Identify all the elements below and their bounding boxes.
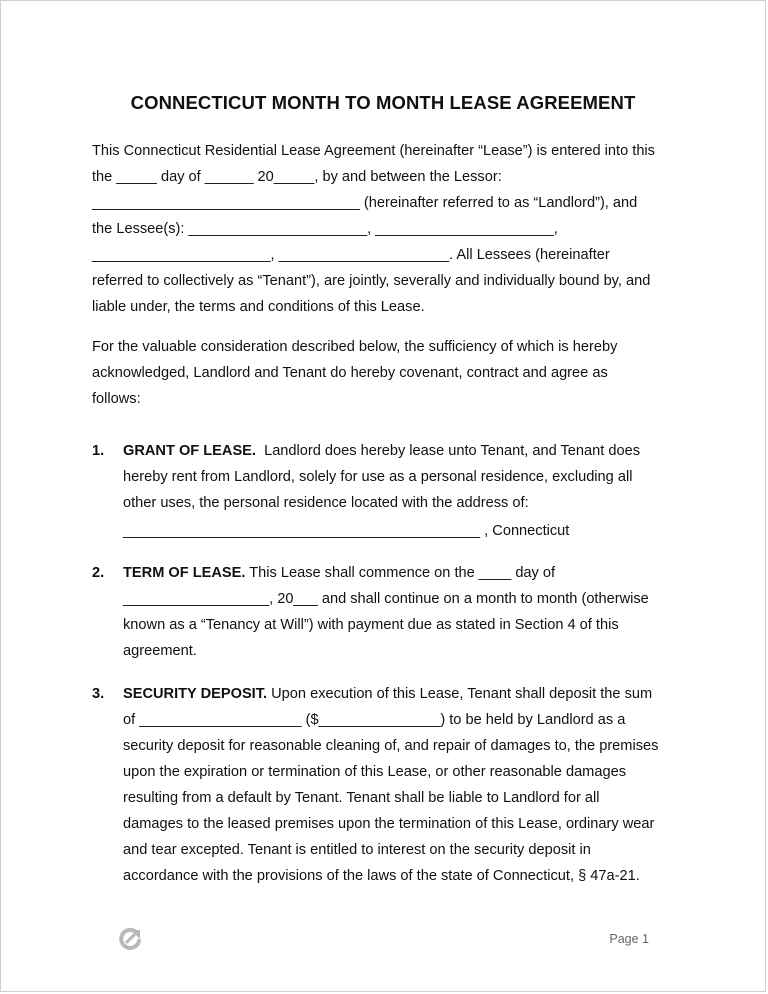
section-heading: TERM OF LEASE. (123, 565, 246, 581)
intro-line: _________________________________ (hereinafter referred to as “Landlord”), and (92, 195, 638, 211)
refresh-arrow-logo-icon (117, 925, 145, 953)
address-blank-line: ____________________________________________ , Connecticut (123, 523, 570, 539)
page-number: Page 1 (609, 932, 649, 946)
consideration-line: For the valuable consideration described below, the sufficiency of which is hereby (92, 339, 618, 355)
section-line: of ____________________ ($_______________) to be held by Landlord as a (123, 712, 626, 728)
section-line: __________________, 20___ and shall continue on a month to month (otherwise (123, 591, 649, 607)
section-first-line (123, 681, 683, 707)
consideration-line: follows: (92, 391, 141, 407)
section-heading: GRANT OF LEASE. (123, 443, 256, 459)
section-line: hereby rent from Landlord, solely for use as a personal residence, excluding all (123, 469, 633, 485)
section-line: damages to the leased premises upon the termination of this Lease, ordinary wear (123, 816, 655, 832)
intro-line: ______________________, _____________________. All Lessees (hereinafter (92, 247, 610, 263)
section-line: and tear excepted. Tenant is entitled to interest on the security deposit in (123, 842, 591, 858)
section-heading: SECURITY DEPOSIT. (123, 686, 268, 702)
intro-line: referred to collectively as “Tenant”), are jointly, severally and individually bound by, and (92, 273, 651, 289)
intro-line: This Connecticut Residential Lease Agreement (hereinafter “Lease”) is entered into this (92, 143, 655, 159)
section-line: agreement. (123, 643, 197, 659)
consideration-paragraph (92, 334, 692, 412)
section-first-line (123, 560, 683, 586)
section-body (123, 560, 683, 664)
intro-paragraph (92, 138, 692, 320)
consideration-line: acknowledged, Landlord and Tenant do hereby covenant, contract and agree as (92, 365, 608, 381)
intro-line: the Lessee(s): ______________________, ______________________, (92, 221, 558, 237)
section-body (123, 438, 683, 544)
page-title: CONNECTICUT MONTH TO MONTH LEASE AGREEMENT (130, 92, 636, 113)
section-line: security deposit for reasonable cleaning of, and repair of damages to, the premises (123, 738, 659, 754)
section-text: Upon execution of this Lease, Tenant shall deposit the sum (267, 686, 653, 702)
section-line: upon the expiration or termination of this Lease, or other reasonable damages (123, 764, 626, 780)
section-line: resulting from a default by Tenant. Tenant shall be liable to Landlord for all (123, 790, 600, 806)
section-text: Landlord does hereby lease unto Tenant, and Tenant does (255, 443, 641, 459)
section-line: known as a “Tenancy at Will”) with payment due as stated in Section 4 of this (123, 617, 619, 633)
section-line: accordance with the provisions of the laws of the state of Connecticut, § 47a-21. (123, 868, 640, 884)
section-body (123, 681, 683, 889)
section-text: This Lease shall commence on the ____ day of (245, 565, 556, 581)
section-first-line (123, 438, 683, 464)
section-number: 2. (92, 565, 105, 581)
intro-line: liable under, the terms and conditions of this Lease. (92, 299, 425, 315)
section-number: 3. (92, 686, 105, 702)
section-number: 1. (92, 443, 105, 459)
section-line: other uses, the personal residence located with the address of: (123, 495, 529, 511)
intro-line: the _____ day of ______ 20_____, by and between the Lessor: (92, 169, 502, 185)
